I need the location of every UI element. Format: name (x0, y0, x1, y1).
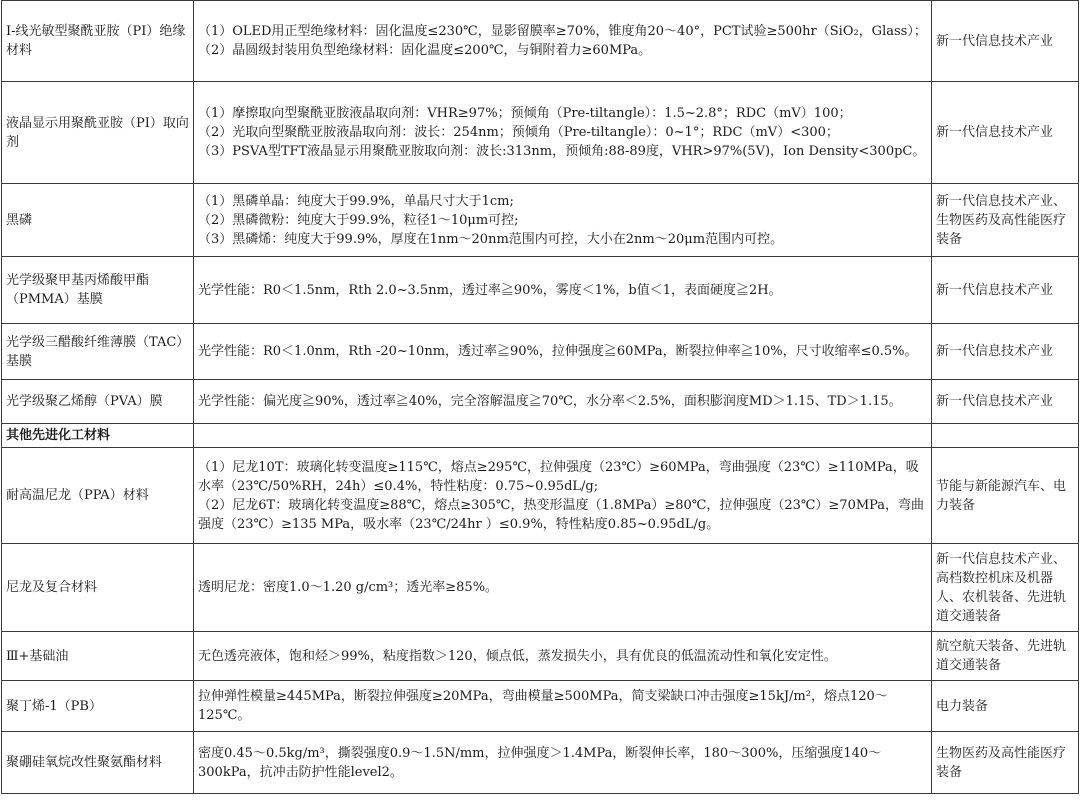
industry-cell: 节能与新能源汽车、电力装备 (932, 448, 1079, 544)
material-name: Ⅲ+基础油 (2, 632, 194, 681)
table-row (2, 184, 1079, 257)
industry-cell: 新一代信息技术产业 (932, 82, 1079, 184)
material-spec: （1）OLED用正型绝缘材料：固化温度≤230℃，显影留膜率≥70%，锥度角20～40°，PCT试验≥500hr（SiO₂，Glass）； （2）晶圆级封装用负型绝缘材料：固化温度≤200℃，与铜附着力≥60MPa。 (194, 1, 932, 82)
table-row (2, 544, 1079, 632)
material-spec: （1）尼龙10T：玻璃化转变温度≥115℃，熔点≥295℃，拉伸强度（23℃）≥60MPa，弯曲强度（23℃）≥110MPa，吸水率（23℃/50%RH，24h）≤0.4%，特性粘度：0.75~0.95dL/g; （2）尼龙6T：玻璃化转变温度≥88℃，熔点≥305℃，热变形温度（1.8MPa）≥80℃，拉伸强度（23℃）≥70MPa，弯曲强度（23℃）≥135 MPa，吸水率（23℃/24hr ）≤0.9%，特性粘度0.85~0.95dL/g。 (194, 448, 932, 544)
material-spec: 密度0.45～0.5kg/m³，撕裂强度0.9～1.5N/mm，拉伸强度＞1.4MPa，断裂伸长率，180～300%，压缩强度140～300kPa，抗冲击防护性能level2。 (194, 732, 932, 794)
material-name: 聚硼硅氧烷改性聚氨酯材料 (2, 732, 194, 794)
industry-cell: 电力装备 (932, 681, 1079, 732)
material-spec: 光学性能：R0＜1.0nm，Rth -20~10nm，透过率≧90%，拉伸强度≧60MPa，断裂拉伸率≧10%，尺寸收缩率≤0.5%。 (194, 324, 932, 380)
material-name: I-线光敏型聚酰亚胺（PI）绝缘材料 (2, 1, 194, 82)
table-row (2, 324, 1079, 380)
industry-cell: 生物医药及高性能医疗装备 (932, 732, 1079, 794)
empty-cell (932, 424, 1079, 448)
table-row (2, 732, 1079, 794)
table-row (2, 681, 1079, 732)
material-spec: 无色透亮液体，饱和烃＞99%，粘度指数＞120，倾点低，蒸发损失小，具有优良的低温流动性和氧化安定性。 (194, 632, 932, 681)
industry-cell: 新一代信息技术产业 (932, 1, 1079, 82)
table-row (2, 82, 1079, 184)
industry-cell: 新一代信息技术产业、高档数控机床及机器人、农机装备、先进轨道交通装备 (932, 544, 1079, 632)
table-row (2, 380, 1079, 424)
material-spec: （1）黑磷单晶：纯度大于99.9%，单晶尺寸大于1cm; （2）黑磷微粉：纯度大于99.9%，粒径1～10μm可控; （3）黑磷烯：纯度大于99.9%，厚度在1nm～20nm范围内可控，大小在2nm～20μm范围内可控。 (194, 184, 932, 257)
material-name: 黑磷 (2, 184, 194, 257)
material-spec: 透明尼龙：密度1.0～1.20 g/cm³；透光率≥85%。 (194, 544, 932, 632)
table-row (2, 1, 1079, 82)
table-row (2, 257, 1079, 324)
material-spec: 光学性能：R0＜1.5nm，Rth 2.0~3.5nm，透过率≧90%，雾度＜1%，b值＜1，表面硬度≧2H。 (194, 257, 932, 324)
material-name: 聚丁烯-1（PB） (2, 681, 194, 732)
section-header-row (2, 424, 1079, 448)
industry-cell: 新一代信息技术产业 (932, 380, 1079, 424)
material-name: 液晶显示用聚酰亚胺（PI）取向剂 (2, 82, 194, 184)
table-row (2, 632, 1079, 681)
material-spec: （1）摩擦取向型聚酰亚胺液晶取向剂：VHR≥97%；预倾角（Pre-tiltangle）：1.5~2.8°；RDC（mV）100； （2）光取向型聚酰亚胺液晶取向剂：波长：254nm；预倾角（Pre-tiltangle）：0~1°；RDC（mV）<300； （3）PSVA型TFT液晶显示用聚酰亚胺取向剂：波长:313nm，预倾角:88-89度，VHR>97%(5V)，Ion Density<300pC。 (194, 82, 932, 184)
material-name: 光学级三醋酸纤维薄膜（TAC）基膜 (2, 324, 194, 380)
material-name: 尼龙及复合材料 (2, 544, 194, 632)
section-title: 其他先进化工材料 (2, 424, 194, 448)
material-name: 耐高温尼龙（PPA）材料 (2, 448, 194, 544)
empty-cell (194, 424, 932, 448)
industry-cell: 新一代信息技术产业 (932, 257, 1079, 324)
material-name: 光学级聚甲基丙烯酸甲酯（PMMA）基膜 (2, 257, 194, 324)
industry-cell: 航空航天装备、先进轨道交通装备 (932, 632, 1079, 681)
materials-table (1, 0, 1079, 794)
table-row (2, 448, 1079, 544)
material-spec: 拉伸弹性模量≥445MPa，断裂拉伸强度≥20MPa，弯曲模量≥500MPa，简支梁缺口冲击强度≥15kJ/m²，熔点120～125℃。 (194, 681, 932, 732)
industry-cell: 新一代信息技术产业、生物医药及高性能医疗装备 (932, 184, 1079, 257)
material-spec: 光学性能：偏光度≧90%，透过率≧40%，完全溶解温度≧70℃，水分率＜2.5%，面积膨润度MD＞1.15、TD＞1.15。 (194, 380, 932, 424)
industry-cell: 新一代信息技术产业 (932, 324, 1079, 380)
material-name: 光学级聚乙烯醇（PVA）膜 (2, 380, 194, 424)
